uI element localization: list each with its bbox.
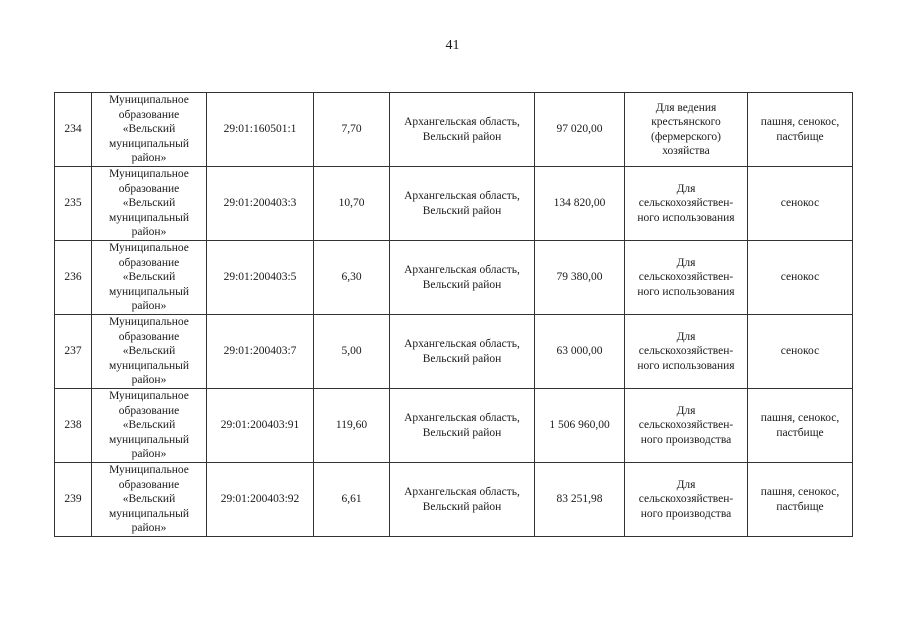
cadastral-value: 134 820,00 [535,167,625,241]
owner-cell [92,463,207,537]
text-line: «Вельский [122,419,176,432]
land-use-cell [748,315,853,389]
text-line: Муниципальное [109,94,189,107]
text-line: Муниципальное [109,316,189,329]
text-line: район» [131,522,167,535]
text-line: образование [118,330,180,343]
location-cell [390,389,535,463]
text-line: муниципальный [108,433,190,446]
text-line: Для ведения [655,101,717,114]
text-line: сенокос [780,271,820,284]
text-line: сельскохозяйствен- [638,345,734,358]
cadastral-number: 29:01:200403:7 [207,315,314,389]
text-line: образование [118,256,180,269]
land-use-cell [748,93,853,167]
text-line: крестьянского [651,116,721,128]
text-line: Для [676,404,696,417]
location-cell [390,315,535,389]
area-value: 119,60 [314,389,390,463]
text-line: Вельский район [422,278,502,291]
text-line: (фермерского) [651,130,721,143]
text-line: район» [131,448,167,461]
purpose-cell [625,315,748,389]
purpose-cell [625,389,748,463]
text-line: Вельский район [422,500,502,513]
cadastral-number: 29:01:200403:92 [207,463,314,537]
text-line: сельскохозяйствен- [638,419,734,432]
row-number: 235 [55,167,92,241]
text-line: Муниципальное [109,242,189,255]
text-line: образование [118,182,180,195]
text-line: Вельский район [422,352,502,365]
owner-cell [92,241,207,315]
cadastral-number: 29:01:200403:3 [207,167,314,241]
text-line: пастбище [776,500,824,513]
text-line: Архангельская область, [404,412,520,424]
text-line: Архангельская область, [404,264,520,276]
area-value: 7,70 [314,93,390,167]
text-line: пастбище [776,130,824,143]
text-line: Архангельская область, [404,190,520,202]
table-row [55,315,853,389]
cadastral-value: 1 506 960,00 [535,389,625,463]
text-line: образование [118,108,180,121]
area-value: 6,30 [314,241,390,315]
text-line: пашня, сенокос, [760,116,840,128]
page-number: 41 [445,38,460,53]
text-line: муниципальный [108,285,190,298]
row-number: 236 [55,241,92,315]
text-line: Вельский район [422,130,502,143]
area-value: 10,70 [314,167,390,241]
text-line: Вельский район [422,204,502,217]
owner-cell [92,389,207,463]
cadastral-number: 29:01:200403:5 [207,241,314,315]
cadastral-value: 79 380,00 [535,241,625,315]
cadastral-value: 83 251,98 [535,463,625,537]
text-line: пашня, сенокос, [760,412,840,424]
location-cell [390,93,535,167]
purpose-cell [625,167,748,241]
cadastral-value: 63 000,00 [535,315,625,389]
location-cell [390,241,535,315]
cadastral-number: 29:01:160501:1 [207,93,314,167]
text-line: Для [676,182,696,195]
text-line: ного использования [637,211,735,224]
owner-cell [92,93,207,167]
land-use-cell [748,241,853,315]
text-line: образование [118,404,180,417]
text-line: Муниципальное [109,464,189,477]
text-line: ного производства [640,433,732,446]
row-number: 239 [55,463,92,537]
table-row [55,389,853,463]
text-line: район» [131,300,167,313]
text-line: Архангельская область, [404,486,520,498]
text-line: Муниципальное [109,390,189,403]
text-line: сенокос [780,197,820,210]
text-line: муниципальный [108,211,190,224]
text-line: ного использования [637,285,735,298]
row-number: 234 [55,93,92,167]
owner-cell [92,167,207,241]
cadastral-number: 29:01:200403:91 [207,389,314,463]
text-line: район» [131,226,167,239]
row-number: 237 [55,315,92,389]
text-line: сенокос [780,345,820,358]
text-line: Для [676,330,696,343]
table-row [55,463,853,537]
table-row [55,93,853,167]
text-line: «Вельский [122,493,176,506]
text-line: Для [676,478,696,491]
land-use-cell [748,389,853,463]
text-line: Архангельская область, [404,338,520,350]
text-line: «Вельский [122,123,176,136]
text-line: район» [131,152,167,165]
land-use-cell [748,463,853,537]
text-line: образование [118,478,180,491]
purpose-cell [625,93,748,167]
table-row [55,241,853,315]
row-number: 238 [55,389,92,463]
text-line: муниципальный [108,359,190,372]
text-line: «Вельский [122,271,176,284]
text-line: Для [676,256,696,269]
owner-cell [92,315,207,389]
text-line: сельскохозяйствен- [638,197,734,210]
text-line: ного использования [637,359,735,372]
text-line: сельскохозяйствен- [638,271,734,284]
text-line: хозяйства [662,145,710,157]
text-line: Архангельская область, [404,116,520,128]
land-plots-table [54,92,853,537]
text-line: «Вельский [122,345,176,358]
land-use-cell [748,167,853,241]
text-line: пашня, сенокос, [760,486,840,498]
text-line: ного производства [640,507,732,520]
text-line: муниципальный [108,137,190,150]
text-line: муниципальный [108,507,190,520]
purpose-cell [625,241,748,315]
text-line: сельскохозяйствен- [638,493,734,506]
cadastral-value: 97 020,00 [535,93,625,167]
text-line: «Вельский [122,197,176,210]
location-cell [390,167,535,241]
text-line: район» [131,374,167,387]
text-line: Вельский район [422,426,502,439]
text-line: пастбище [776,426,824,439]
table-row [55,167,853,241]
text-line: Муниципальное [109,168,189,181]
location-cell [390,463,535,537]
area-value: 6,61 [314,463,390,537]
area-value: 5,00 [314,315,390,389]
purpose-cell [625,463,748,537]
